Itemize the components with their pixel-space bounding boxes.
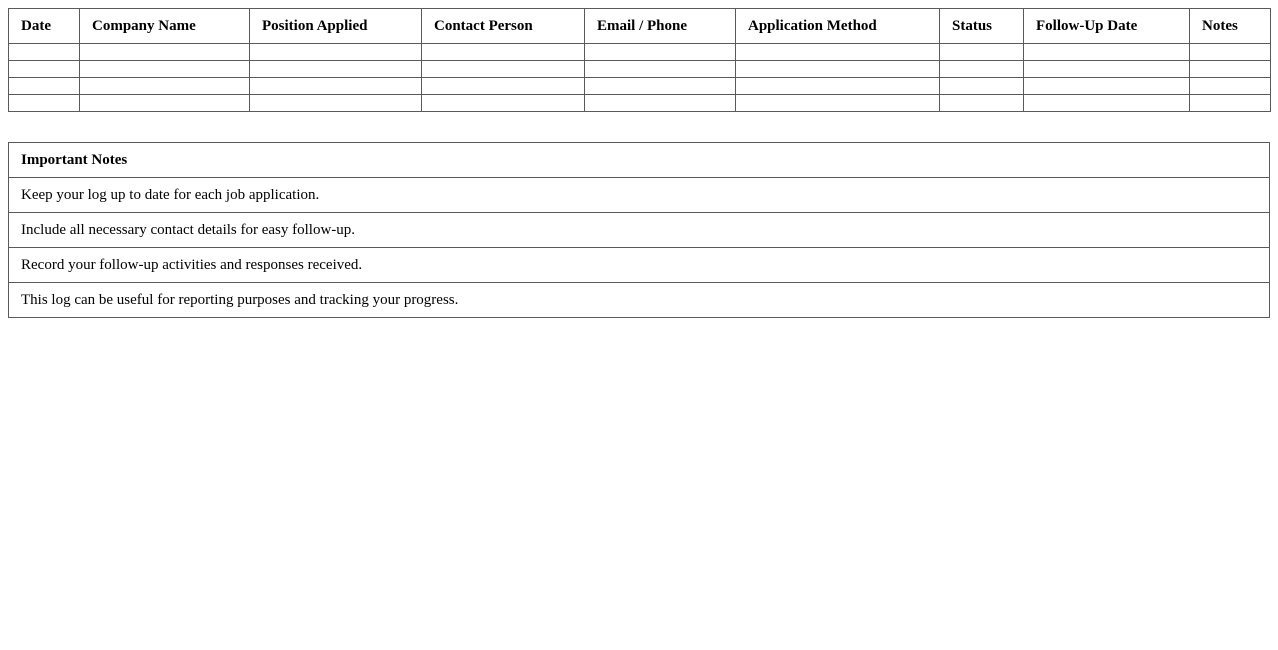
application-log-table xyxy=(8,8,1271,112)
column-header-email-phone: Email / Phone xyxy=(585,9,736,44)
note-text: This log can be useful for reporting purposes and tracking your progress. xyxy=(9,283,1270,318)
table-row xyxy=(9,44,1271,61)
table-cell[interactable] xyxy=(585,95,736,112)
table-cell[interactable] xyxy=(940,44,1024,61)
table-cell[interactable] xyxy=(736,61,940,78)
table-cell[interactable] xyxy=(80,95,250,112)
note-text: Include all necessary contact details for easy follow-up. xyxy=(9,213,1270,248)
table-cell[interactable] xyxy=(9,61,80,78)
table-cell[interactable] xyxy=(250,78,422,95)
table-cell[interactable] xyxy=(1024,78,1190,95)
table-cell[interactable] xyxy=(250,61,422,78)
table-cell[interactable] xyxy=(736,44,940,61)
table-cell[interactable] xyxy=(1024,95,1190,112)
table-cell[interactable] xyxy=(9,78,80,95)
table-cell[interactable] xyxy=(585,61,736,78)
list-item xyxy=(9,178,1270,213)
table-cell[interactable] xyxy=(422,78,585,95)
table-cell[interactable] xyxy=(1024,61,1190,78)
table-cell[interactable] xyxy=(940,95,1024,112)
table-cell[interactable] xyxy=(1190,61,1271,78)
note-text: Keep your log up to date for each job application. xyxy=(9,178,1270,213)
column-header-position-applied: Position Applied xyxy=(250,9,422,44)
note-text: Record your follow-up activities and responses received. xyxy=(9,248,1270,283)
table-row xyxy=(9,95,1271,112)
table-cell[interactable] xyxy=(250,44,422,61)
table-cell[interactable] xyxy=(736,78,940,95)
column-header-date: Date xyxy=(9,9,80,44)
table-cell[interactable] xyxy=(422,61,585,78)
list-item xyxy=(9,283,1270,318)
table-cell[interactable] xyxy=(1190,95,1271,112)
list-item xyxy=(9,213,1270,248)
column-header-notes: Notes xyxy=(1190,9,1271,44)
table-cell[interactable] xyxy=(736,95,940,112)
table-cell[interactable] xyxy=(940,61,1024,78)
important-notes-table xyxy=(8,142,1270,318)
table-cell[interactable] xyxy=(80,78,250,95)
table-cell[interactable] xyxy=(1190,78,1271,95)
table-cell[interactable] xyxy=(250,95,422,112)
table-row xyxy=(9,78,1271,95)
table-cell[interactable] xyxy=(1024,44,1190,61)
column-header-status: Status xyxy=(940,9,1024,44)
table-cell[interactable] xyxy=(585,78,736,95)
table-cell[interactable] xyxy=(422,95,585,112)
table-header-row xyxy=(9,9,1271,44)
important-notes-heading: Important Notes xyxy=(9,143,1270,178)
table-cell[interactable] xyxy=(9,44,80,61)
table-cell[interactable] xyxy=(9,95,80,112)
column-header-application-method: Application Method xyxy=(736,9,940,44)
column-header-contact-person: Contact Person xyxy=(422,9,585,44)
table-cell[interactable] xyxy=(80,61,250,78)
table-cell[interactable] xyxy=(422,44,585,61)
table-cell[interactable] xyxy=(585,44,736,61)
table-cell[interactable] xyxy=(80,44,250,61)
table-cell[interactable] xyxy=(1190,44,1271,61)
table-row xyxy=(9,61,1271,78)
table-cell[interactable] xyxy=(940,78,1024,95)
column-header-company-name: Company Name xyxy=(80,9,250,44)
notes-header-row xyxy=(9,143,1270,178)
column-header-follow-up-date: Follow-Up Date xyxy=(1024,9,1190,44)
list-item xyxy=(9,248,1270,283)
